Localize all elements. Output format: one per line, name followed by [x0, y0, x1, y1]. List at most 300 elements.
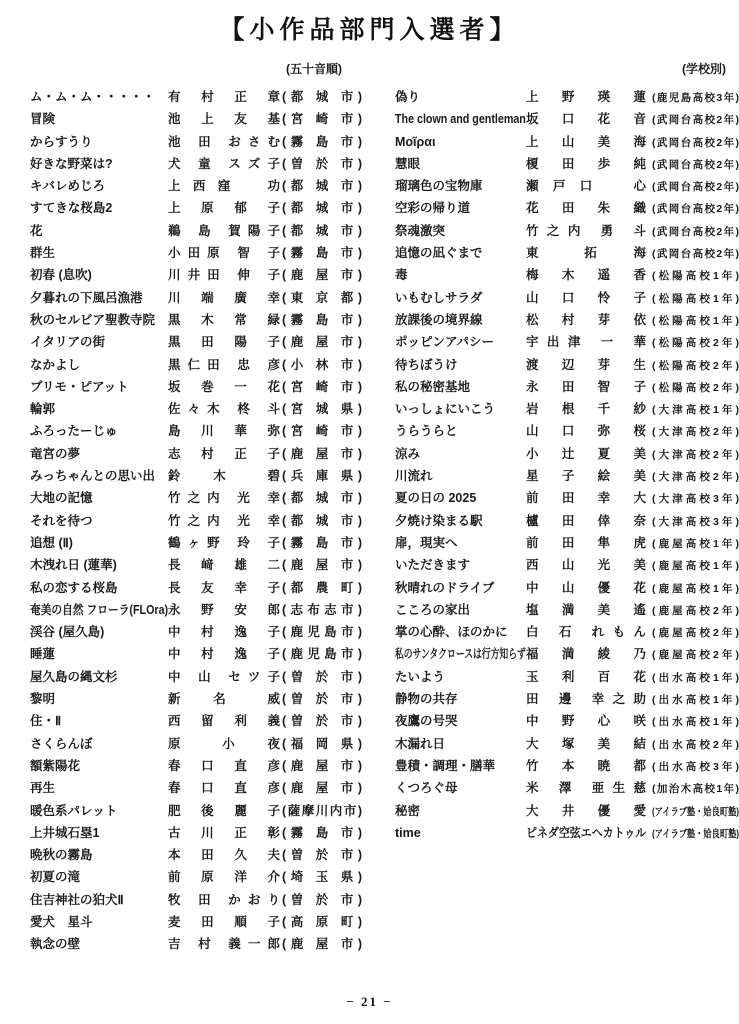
work-title: 追想 (Ⅱ): [30, 535, 73, 550]
affiliation: (出水高校1年): [652, 671, 739, 684]
affiliation: (武岡台高校2年): [652, 248, 739, 261]
entry-row: [395, 108, 739, 130]
affiliation: (霧 島 市): [282, 825, 362, 840]
author-name: 花 田 朱 織: [526, 201, 646, 216]
author-name: 新 名 威: [168, 692, 280, 707]
affiliation: (宮 崎 市): [282, 379, 362, 394]
affiliation: (鹿屋高校2年): [652, 604, 739, 617]
entry-row: [395, 532, 739, 554]
affiliation: (松陽高校2年): [652, 381, 739, 394]
work-title: たいよう: [395, 669, 446, 684]
work-title: 執念の壁: [30, 937, 81, 952]
author-name: 黒 木 常 緑: [168, 312, 280, 327]
affiliation: (都 城 市): [282, 90, 362, 104]
work-title: 毒: [395, 268, 408, 283]
affiliation: (武岡台高校2年): [652, 158, 739, 171]
entry-row: [30, 621, 362, 643]
work-title: キバレめじろ: [30, 179, 106, 194]
entry-row: [30, 599, 362, 621]
entry-row: [30, 131, 362, 153]
entry-row: [395, 242, 739, 264]
author-name: 上 山 美 海: [526, 134, 646, 149]
page-title: 【小作品部門入選者】: [219, 16, 520, 44]
author-name: 山 口 弥 桜: [526, 424, 646, 439]
author-name: 小田原 智 子: [168, 246, 280, 261]
entry-row: [395, 376, 739, 398]
affiliation: (武岡台高校2年): [652, 136, 739, 149]
affiliation: (大津高校1年): [652, 404, 739, 417]
entry-row: [30, 800, 362, 822]
work-title: 秘密: [395, 803, 421, 818]
entry-row: [395, 86, 739, 108]
author-name: 中 村 逸 子: [168, 647, 280, 662]
affiliation: (鹿 屋 市): [282, 335, 362, 350]
entry-row: [30, 443, 362, 465]
affiliation: (鹿児島高校3年): [652, 92, 739, 104]
affiliation: (松陽高校2年): [652, 337, 739, 350]
author-name: 東 拓 海: [526, 246, 646, 261]
work-title: 空彩の帰り道: [395, 201, 471, 216]
affiliation: (松陽高校1年): [652, 270, 739, 283]
entry-row: [30, 376, 362, 398]
author-name: 永 野 安 郎: [168, 602, 280, 617]
entry-row: [395, 264, 739, 286]
entry-row: [30, 643, 362, 665]
work-title: 涼み: [395, 446, 421, 461]
affiliation: (都 城 市): [282, 179, 362, 194]
affiliation: (都 城 市): [282, 223, 362, 238]
work-title: 慧眼: [395, 156, 421, 171]
author-name: 古 川 正 彰: [168, 825, 280, 840]
affiliation: (鹿児島市): [282, 625, 362, 640]
affiliation: (鹿 屋 市): [282, 268, 362, 283]
author-name: 大 井 優 愛: [526, 803, 646, 818]
entry-row: [30, 354, 362, 376]
author-name: 前 田 隼 虎: [526, 535, 646, 550]
work-title: 屋久島の縄文杉: [30, 669, 118, 684]
entry-row: [30, 309, 362, 331]
work-title: 好きな野菜は?: [30, 156, 113, 171]
affiliation: (大津高校2年): [652, 426, 739, 439]
work-title: さくらんぼ: [30, 736, 93, 751]
entry-row: [30, 933, 362, 955]
affiliation: (松陽高校1年): [652, 292, 739, 305]
author-name: 佐々木 柊 斗: [168, 402, 280, 417]
work-title: 夜鷹の号哭: [395, 714, 458, 729]
entry-row: [395, 755, 739, 777]
work-title: 暖色系パレット: [30, 803, 118, 818]
affiliation: (宮 城 県): [282, 402, 362, 417]
author-name: 中 村 逸 子: [168, 625, 280, 640]
affiliation: (都 城 市): [282, 201, 362, 216]
entry-row: [30, 666, 362, 688]
entry-row: [30, 264, 362, 286]
author-name: 坂 巻 一 花: [168, 379, 280, 394]
author-name: 西 山 光 美: [526, 558, 646, 573]
entry-row: [30, 331, 362, 353]
work-title: 冒険: [30, 112, 56, 127]
author-name: 坂 口 花 音: [526, 112, 646, 127]
author-name: 麦 田 順 子: [168, 914, 280, 929]
entry-row: [30, 420, 362, 442]
entry-row: [30, 844, 362, 866]
work-title: ム・ム・ム・・・・・: [30, 90, 156, 104]
author-name: 肥 後 麗 子: [168, 803, 280, 818]
affiliation: (福 岡 県): [282, 736, 362, 751]
entry-row: [30, 688, 362, 710]
affiliation: (鹿 屋 市): [282, 758, 362, 773]
affiliation: (鹿屋高校1年): [652, 537, 739, 550]
author-name: 上西窪 功: [168, 179, 280, 194]
affiliation: (都 城 市): [282, 513, 362, 528]
entry-row: [30, 510, 362, 532]
work-title: 竜宮の夢: [30, 446, 81, 461]
work-title: 晩秋の霧島: [30, 848, 93, 863]
work-title: 住吉神社の狛犬Ⅱ: [30, 892, 124, 907]
author-name: 竹之内 光 幸: [168, 513, 280, 528]
entry-row: [395, 131, 739, 153]
author-name: 志 村 正 子: [168, 446, 280, 461]
entry-row: [30, 889, 362, 911]
entry-row: [30, 242, 362, 264]
entry-row: [395, 599, 739, 621]
affiliation: (薩摩川内市): [282, 803, 362, 818]
author-name: 中 山 セツ子: [168, 669, 280, 684]
author-name: 塩 満 美 遙: [526, 602, 646, 617]
winners-list: [0, 80, 739, 956]
right-column-header: (学校別): [682, 62, 726, 76]
work-title: 睡蓮: [30, 647, 56, 662]
affiliation: (鹿 屋 市): [282, 781, 362, 796]
entry-row: [30, 287, 362, 309]
work-title: 私の恋する桜島: [30, 580, 118, 595]
entry-row: [395, 175, 739, 197]
author-name: 渡 辺 芽 生: [526, 357, 646, 372]
entry-row: [395, 153, 739, 175]
affiliation: (小 林 市): [282, 357, 362, 372]
affiliation: (埼 玉 県): [282, 870, 362, 885]
author-name: 春 口 直 彦: [168, 758, 280, 773]
entry-row: [395, 398, 739, 420]
work-title: 扉，現実へ: [395, 535, 458, 550]
work-title: 私のサンタクロースは行方知らず: [395, 647, 526, 662]
author-name: 池 田 おさむ: [168, 134, 280, 149]
page-number: − 21 −: [346, 994, 393, 1009]
author-name: 竹之内 勇 斗: [526, 223, 646, 238]
entry-row: [30, 175, 362, 197]
author-name: 島 川 華 弥: [168, 424, 280, 439]
author-name: 永 田 智 子: [526, 379, 646, 394]
affiliation: (鹿児島市): [282, 647, 362, 662]
work-title: 秋のセルビア聖教寺院: [30, 312, 156, 327]
entry-row: [30, 465, 362, 487]
entry-row: [395, 287, 739, 309]
author-name: 瀬戸口 心: [526, 179, 646, 194]
work-title: ふろったーじゅ: [30, 424, 118, 439]
entry-row: [30, 755, 362, 777]
entry-row: [395, 554, 739, 576]
work-title: 愛犬 星斗: [30, 914, 93, 929]
work-title: 川流れ: [395, 469, 433, 484]
work-title: 木洩れ日 (蓮華): [30, 558, 117, 573]
work-title: プリモ・ピアット: [30, 379, 129, 394]
affiliation: (曽 於 市): [282, 848, 362, 863]
author-name: 山 口 怜 子: [526, 290, 646, 305]
author-name: 原 小 夜: [168, 736, 280, 751]
affiliation: (霧 島 市): [282, 134, 362, 149]
work-title: 追憶の凪ぐまで: [395, 246, 483, 261]
entry-row: [30, 733, 362, 755]
entry-row: [395, 510, 739, 532]
author-name: 黒 田 陽 子: [168, 335, 280, 350]
work-title: 夕暮れの下風呂漁港: [30, 290, 143, 305]
work-title: 住・Ⅱ: [30, 714, 62, 729]
affiliation: (出水高校2年): [652, 738, 739, 751]
affiliation: (鹿 屋 市): [282, 446, 362, 461]
author-name: 鶴ヶ野 玲 子: [168, 535, 280, 550]
entry-row: [30, 911, 362, 933]
entry-row: [395, 666, 739, 688]
author-name: 黒仁田 忠 彦: [168, 357, 280, 372]
entry-row: [30, 866, 362, 888]
affiliation: (出水高校1年): [652, 694, 739, 707]
entry-row: [30, 86, 362, 108]
entry-row: [395, 577, 739, 599]
author-name: 春 口 直 彦: [168, 781, 280, 796]
affiliation: (霧 島 市): [282, 535, 362, 550]
author-name: 鈴 木 碧: [168, 469, 280, 484]
affiliation: (大津高校2年): [652, 471, 739, 484]
author-name: 櫨 田 倖 奈: [526, 513, 646, 528]
work-title: 夏の日の 2025: [395, 491, 477, 506]
work-title: 豊積・調理・膳華: [395, 758, 496, 773]
entry-row: [30, 487, 362, 509]
affiliation: (宮 崎 市): [282, 112, 362, 127]
work-title: イタリアの街: [30, 335, 106, 350]
work-title: からすうり: [30, 134, 93, 149]
entry-row: [395, 331, 739, 353]
author-name: 白 石 れもん: [526, 625, 646, 640]
affiliation: (東 京 都): [282, 290, 362, 305]
author-name: 牧 田 かおり: [168, 892, 280, 907]
entry-row: [395, 800, 739, 822]
work-title: いっしょにいこう: [395, 402, 496, 417]
entry-row: [30, 554, 362, 576]
affiliation: (出水高校3年): [652, 760, 739, 773]
affiliation: (宮 崎 市): [282, 424, 362, 439]
entry-row: [30, 153, 362, 175]
affiliation: (曽 於 市): [282, 692, 362, 707]
work-title: すてきな桜島2: [30, 201, 113, 216]
entry-row: [30, 532, 362, 554]
column-headers: [0, 60, 739, 80]
author-name: 小 辻 夏 美: [526, 446, 646, 461]
affiliation: (鹿屋高校2年): [652, 649, 739, 662]
entry-row: [395, 688, 739, 710]
author-name: 鵜 島 賀陽子: [168, 223, 280, 238]
work-title: 秋晴れのドライブ: [395, 580, 495, 595]
affiliation: (曽 於 市): [282, 669, 362, 684]
work-title: 再生: [30, 781, 56, 796]
affiliation: (出水高校1年): [652, 716, 739, 729]
affiliation: (アイラブ塾・姶良町塾): [652, 805, 739, 818]
affiliation: (鹿 屋 市): [282, 558, 362, 573]
affiliation: (松陽高校2年): [652, 359, 739, 372]
work-title: 待ちぼうけ: [395, 357, 458, 372]
affiliation: (大津高校3年): [652, 515, 739, 528]
affiliation: (高 原 町): [282, 914, 362, 929]
entry-row: [395, 733, 739, 755]
work-title: 夕焼け染まる駅: [395, 513, 483, 528]
affiliation: (都 農 町): [282, 580, 362, 595]
affiliation: (霧 島 市): [282, 312, 362, 327]
author-name: 岩 根 千 紗: [526, 402, 646, 417]
work-title: 花: [30, 223, 43, 238]
author-name: 宇出津 一 華: [526, 335, 646, 350]
work-title: 上井城石塁1: [30, 825, 100, 840]
affiliation: (鹿屋高校2年): [652, 627, 739, 640]
entry-row: [395, 777, 739, 799]
entry-row: [30, 108, 362, 130]
work-title: 奄美の自然 フローラ(FLOra): [30, 602, 169, 617]
author-name: 川井田 伸 子: [168, 268, 280, 283]
work-title: くつろぐ母: [395, 781, 458, 796]
work-title: 初春 (息吹): [30, 268, 92, 283]
work-title: 渓谷 (屋久島): [30, 625, 105, 640]
author-name: 中 山 優 花: [526, 580, 646, 595]
entry-row: [30, 197, 362, 219]
work-title: time: [395, 825, 421, 840]
entry-row: [395, 420, 739, 442]
affiliation: (鹿屋高校1年): [652, 582, 739, 595]
author-name: 玉 利 百 花: [526, 669, 646, 684]
entry-row: [395, 822, 739, 844]
work-title: みっちゃんとの思い出: [30, 469, 156, 484]
left-column: [30, 86, 362, 956]
affiliation: (武岡台高校2年): [652, 114, 739, 127]
affiliation: (松陽高校1年): [652, 314, 739, 327]
author-name: 上 野 瑛 蓮: [526, 90, 646, 104]
affiliation: (曽 於 市): [282, 156, 362, 171]
entry-row: [30, 710, 362, 732]
work-title: 掌の心酔、ほのかに: [395, 625, 508, 640]
work-title: うらうらと: [395, 424, 458, 439]
entry-row: [30, 398, 362, 420]
author-name: 福 満 綾 乃: [526, 647, 646, 662]
author-name: 榎 田 歩 純: [526, 156, 646, 171]
work-title: それを待つ: [30, 513, 93, 528]
entry-row: [395, 487, 739, 509]
work-title: 私の秘密基地: [395, 379, 471, 394]
author-name: 田 邊 幸之助: [526, 692, 646, 707]
work-title: The clown and gentleman: [395, 112, 526, 127]
affiliation: (大津高校2年): [652, 448, 739, 461]
work-title: なかよし: [30, 357, 81, 372]
affiliation: (加治木高校1年): [652, 783, 739, 796]
author-name: 大 塚 美 結: [526, 736, 646, 751]
affiliation: (志布志市): [282, 602, 362, 617]
entry-row: [395, 220, 739, 242]
work-title: Μοῖραι: [395, 134, 436, 149]
author-name: 犬 童 スズ子: [168, 156, 280, 171]
entry-row: [395, 443, 739, 465]
entry-row: [30, 822, 362, 844]
work-title: 放課後の境界線: [395, 312, 483, 327]
author-name: 西 留 利 義: [168, 714, 280, 729]
affiliation: (武岡台高校2年): [652, 225, 739, 238]
author-name: ピネダ空弦エヘカトゥル: [526, 825, 647, 840]
author-name: 川 端 廣 幸: [168, 290, 280, 305]
affiliation: (武岡台高校2年): [652, 203, 739, 216]
work-title: 祭魂激突: [395, 223, 446, 238]
entry-row: [395, 643, 739, 665]
entry-row: [395, 465, 739, 487]
work-title: 木漏れ日: [395, 736, 446, 751]
work-title: ポッピンアパシー: [395, 335, 495, 350]
left-column-header: (五十音順): [286, 62, 342, 76]
work-title: 静物の共存: [395, 692, 458, 707]
affiliation: (鹿屋高校1年): [652, 560, 739, 573]
work-title: 瑠璃色の宝物庫: [395, 179, 483, 194]
author-name: 長 友 幸 子: [168, 580, 280, 595]
author-name: 梅 木 遥 香: [526, 268, 646, 283]
entry-row: [395, 354, 739, 376]
affiliation: (兵 庫 県): [282, 469, 362, 484]
entry-row: [395, 197, 739, 219]
author-name: 池 上 友 基: [168, 112, 280, 127]
affiliation: (霧 島 市): [282, 246, 362, 261]
author-name: 上 原 郁 子: [168, 201, 280, 216]
affiliation: (曽 於 市): [282, 714, 362, 729]
author-name: 竹 本 暁 都: [526, 758, 646, 773]
entry-row: [30, 577, 362, 599]
affiliation: (武岡台高校2年): [652, 181, 739, 194]
entry-row: [395, 309, 739, 331]
author-name: 竹之内 光 幸: [168, 491, 280, 506]
author-name: 米 澤 亜生慈: [526, 781, 646, 796]
work-title: 輪郭: [30, 402, 56, 417]
work-title: 大地の記憶: [30, 491, 93, 506]
author-name: 吉 村 義一郎: [168, 937, 280, 952]
work-title: 群生: [30, 246, 56, 261]
work-title: 額紫陽花: [30, 758, 81, 773]
author-name: 長 﨑 雄 二: [168, 558, 280, 573]
affiliation: (アイラブ塾・姶良町塾): [652, 827, 739, 840]
work-title: いただきます: [395, 558, 471, 573]
affiliation: (曽 於 市): [282, 892, 362, 907]
work-title: こころの家出: [395, 602, 471, 617]
author-name: 有 村 正 章: [168, 90, 280, 104]
work-title: 黎明: [30, 692, 56, 707]
affiliation: (大津高校3年): [652, 493, 739, 506]
author-name: 前 田 幸 大: [526, 491, 646, 506]
author-name: 松 村 芽 依: [526, 312, 646, 327]
right-column: [395, 86, 739, 956]
work-title: いもむしサラダ: [395, 290, 483, 305]
author-name: 星 子 絵 美: [526, 469, 646, 484]
work-title: 偽り: [395, 90, 421, 104]
author-name: 前 原 洋 介: [168, 870, 280, 885]
work-title: 初夏の滝: [30, 870, 81, 885]
entry-row: [30, 220, 362, 242]
author-name: 本 田 久 夫: [168, 848, 280, 863]
author-name: 中 野 心 咲: [526, 714, 646, 729]
affiliation: (都 城 市): [282, 491, 362, 506]
entry-row: [395, 710, 739, 732]
entry-row: [30, 777, 362, 799]
affiliation: (鹿 屋 市): [282, 937, 362, 952]
entry-row: [395, 621, 739, 643]
